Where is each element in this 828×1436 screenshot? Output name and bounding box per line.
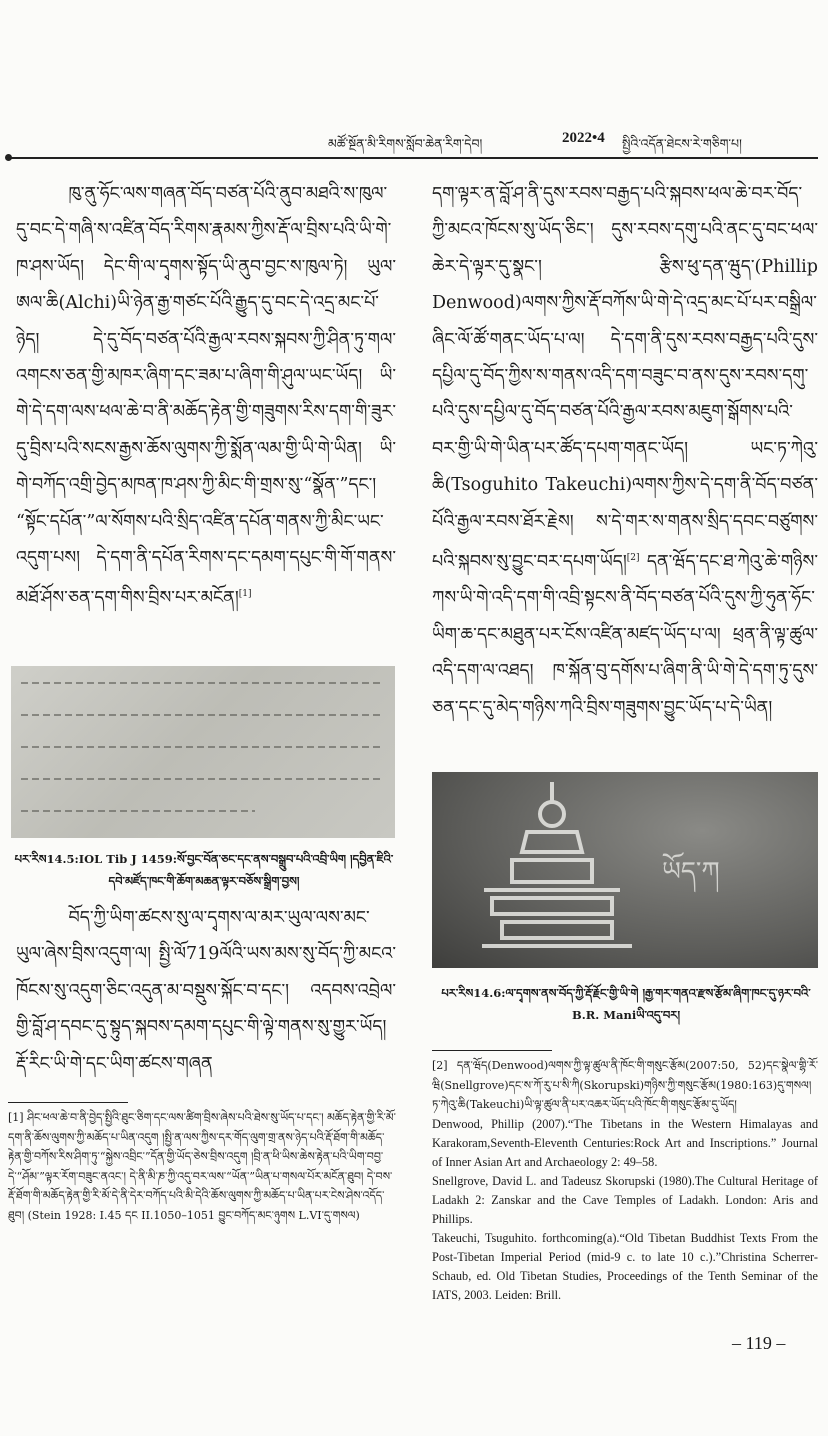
right-paragraph-1-cont: དན་ཝོད་དང་ཐ་ཀེའུ་ཆེ་གཉིས་ཀས་ཡི་གེ་འདི་དག་གི་འབྲི་སྟངས་ནི་བོད་བཙན་པོའི་དུས་ཀྱི་ཧུན་ཧོང་ཡིག་ཆ་དང་མཐུན་པར་ངོས་འཛིན་མཛད་ཡོད་པ་ལ། ཕྲན་ནི་ལྟ་ཚུལ་འདི་དག་ལ་འཐད། ཁ་སྐོན་བུ་དགོས་པ་ཞིག་ནི་ཡི་གེ་དེ་དག་ཏུ་དུས་ཅན་དང་དུ་མེད་གཉིས་ཀའི་བྲིས་གཟུགས་བྱུང་ཡོད་པ་དེ་ཡིན། [432,551,818,718]
figure-14-5-caption: པར་རིས14.5:IOL Tib J 1459:སོ་བྱང་བོན་ཅང་དང་ནས་བསྒྲུབ་པའི་འབྲི་ཡིག །དབྱིན་ཇིའི་དབེ་མཛོད་ཁང་གི་ཆོག་མཆན་ལྟར་བཅོས་སྒྲིག་བྱས། [14,852,394,888]
footnote-2 [432,1056,818,1305]
article-title: སྤྱིའི་འདོན་ཐེངས་རེ་གཅིག་པ། [622,136,742,151]
footnote-ref-1[interactable]: [1] [238,589,252,600]
left-paragraph-2: བོད་ཀྱི་ཡིག་ཚངས་སུ་ལ་དྭགས་ལ་མར་ཡུལ་ལས་མང་ཡུལ་ཞེས་བྲིས་འདུག་ལ། སྤྱི་ལོ719ལོའི་ཡས་མས་སུ་བོད་ཀྱི་མངའ་ཁོངས་སུ་འདུག་ཅིང་འདུན་མ་བསྡུས་སྐོང་བ་དང་། འདབས་འབྲེལ་གྱི་བློ་ཤ་དབང་དུ་སྟུད་སྐབས་དམག་དཔུང་གི་ལྟེ་གནས་སུ་གྱུར་ཡོད། རྡོ་རིང་ཡི་གེ་དང་ཡིག་ཚངས་གཞན [16,908,396,1074]
manuscript-line [21,714,383,716]
manuscript-figure [11,666,395,838]
right-paragraph-1: དག་ལྟར་ན་བློ་ཤ་ནི་དུས་རབས་བརྒྱད་པའི་སྐབས་ཕལ་ཆེ་བར་བོད་ཀྱི་མངའ་ཁོངས་སུ་ཡོད་ཅིང་། དུས་རབས་དགུ་པའི་ནང་དུ་བང་ཕལ་ཆེར་དེ་ལྟར་དུ་སྣང་། རྩིས་ཕུ་དན་ཝུད་(Phillip Denwood)ལགས་ཀྱིས་རྡོ་བཀོས་ཡི་གེ་དེ་འདྲ་མང་པོ་པར་བསྒྲིལ་ཞིང་ལོ་ཚོ་གནང་ཡོད་པ་ལ། དེ་དག་ནི་དུས་རབས་བརྒྱད་པའི་དུས་དཔྱིལ་དུ་བོད་ཀྱིས་ས་གནས་འདི་དག་བཟུང་བ་ནས་དུས་རབས་དགུ་པའི་དུས་དཔྱིལ་དུ་བོད་བཙན་པོའི་རྒྱལ་རབས་མཇུག་སྒོགས་པའི་བར་གྱི་ཡི་གེ་ཡིན་པར་ཚོད་དཔག་གནང་ཡོད། ཡང་ཏ་ཀེའུ་ཆི(Tsoguhito Takeuchi)ལགས་ཀྱིས་དེ་དག་ནི་བོད་བཙན་པོའི་རྒྱལ་རབས་ཐོར་རྗེས། ས་དེ་གར་ས་གནས་སྲིད་དབང་བཙུགས་པའི་སྐབས་སུ་བྱུང་བར་དཔག་ཡོད། [432,184,818,572]
footnote-1: [1] ཤིང་ཕལ་ཆེ་བ་ནི་བྱེད་སྤྱིའི་ཐུང་ཅིག་དང་ལས་ཚིག་བྲིས་ཞེས་པའི་ཐེས་སུ་ཡོད་པ་དང་། མཆོད་རྟེན་གྱི་རི་མོ་དག་ནི་ཆོས་ལུགས་ཀྱི་མཆོད་པ་ཡིན་འདུག །སྤྱི་ན་ལས་ཀྱིས་དར་གོད་ལུག་གྲ་ནས་ཉེད་པའི་རྡོ་ཐོག་གི་མཆོད་རྟེན་གྱི་བཀོས་རིས་ཤིག་ཏུ་“སྐྱེས་འབྲིང་”དོན་གྱི་ཡོད་ཅེས་བྲིས་འདུག །བྲི་ན་ཕི་ཡིས་ཆེས་རྟེན་པའི་ཡིག་བབྱ་དེ་“ཤོམ་”ལྟར་རོག་བཟུང་ནའང་། དེ་ནི་མི་ཎ་ཀྱི་འདུ་བར་ལས་“ཡོན་”ཡིན་པ་གསལ་པོར་མངོན་ཐུབ། དེ་བས་རྡོ་ཐོག་གི་མཆོད་རྟེན་གྱི་རི་མོ་དེ་ནི་དེར་བཀོད་པའི་མི་དེའི་ཆོས་ལུགས་ཀྱི་མཆོད་པ་ཡིན་པར་ངེས་ཤེས་འདོད་ཐུབ། (Stein 1928: I.45 དང II.1050–1051 བྱུང་བཀོད་མང་ཉུགས L.VI་དུ་གསལ) [8,1111,396,1222]
manuscript-line [21,810,255,812]
footnote-ref-2[interactable]: [2] [626,553,640,564]
left-paragraph-1: ཁུ་ནུ་ཧོང་ལས་གཞན་བོད་བཙན་པོའི་ནུབ་མཐའི་ས་ཁུལ་དུ་བང་དེ་གཞི་ས་འཛིན་བོད་རིགས་རྣམས་ཀྱིས་རྡོ་ལ་བྲིས་པའི་ཡི་གེ་ཁ་ཤས་ཡོད། དེང་གི་ལ་དྭགས་སྟོད་ཡི་ནུབ་བྱང་ས་ཁུལ་ཏེ། ཡུལ་ཨལ་ཆི(Alchi)ཡི་ཉེན་རྒྱ་གཙང་པོའི་རྒྱུད་དུ་བང་དེ་འདྲ་མང་པོ་ཉེད། དེ་དུ་བོད་བཙན་པོའི་རྒྱལ་རབས་སྐབས་ཀྱི་ཤིན་ཏུ་གལ་འགངས་ཅན་གྱི་མཁར་ཞིག་དང་ཟམ་པ་ཞིག་གི་ཤུལ་ཡང་ཡོད། ཡི་གེ་དེ་དག་ལས་ཕལ་ཆེ་བ་ནི་མཆོད་རྟེན་གྱི་གཟུགས་རིས་དག་གི་ཟུར་དུ་བྲིས་པའི་སངས་རྒྱས་ཆོས་ལུགས་ཀྱི་སྨོན་ལམ་གྱི་ཡི་གེ་ཡིན། ཡི་གེ་བཀོད་འགྲི་བྱེད་མཁན་ཁ་ཤས་ཀྱི་མིང་གི་གྲས་སུ་“སྣོན་”དང་། “སྟོང་དཔོན་”ལ་སོགས་པའི་སྲིད་འཛིན་དཔོན་གནས་ཀྱི་མིང་ཡང་འདུག་པས། དེ་དག་ནི་དཔོན་རིགས་དང་དམག་དཔུང་གི་གོ་གནས་མཐོ་ཤོས་ཅན་དག་གིས་བྲིས་པར་མངོན། [16,184,397,609]
left-column-body [16,176,396,617]
manuscript-line [21,778,383,780]
figure-14-6-caption: པར་རིས14.6:ལ་དྭགས་ནས་བོད་ཀྱི་རྡོ་རྗོང་གྱི་ཡི་གེ །རྒྱ་གར་གནའ་རྫས་རྩོམ་ཞིག་ཁང་དུ་ཉར་བའི་B.R. Maniཡི་འདུ་བར། [441,986,811,1022]
stupa-carving-drawing [432,772,818,968]
reference-takeuchi: Takeuchi, Tsuguhito. forthcoming(a).“Old Tibetan Buddhist Texts From the Post-Tibetan Imperial Period (mid-9 c. to late 10 c.).”Christina Scherrer-Schaub, ed. Old Tibetan Studies, Proceedings of the Tenth Seminar of the IATS, 2003. Leiden: Brill. [432,1230,818,1302]
manuscript-line [21,746,383,748]
rock-carving-figure [432,772,818,968]
footnote-rule-left [8,1102,128,1103]
footnote-rule-right [432,1050,552,1051]
footnote-2-label: [2] [432,1059,448,1072]
right-column-body [432,176,818,726]
page-number: – 119 – [732,1333,786,1353]
footnote-2-tibetan: དན་ཝོད(Denwood)ལགས་ཀྱི་ལྟ་ཚུལ་ནི་ཁོང་གི་གསུང་རྩོམ(2007:50, 52)དང་སྣེལ་གྷི་རོ་ཝི(Snellgrove)དང་ས་ཀོ་རུ་པ་སི་ཀི(Skorupski)གཉིས་ཀྱི་གསུང་རྩོམ(1980:163)དུ་གསལ། ཏ་ཀེའུ་ཆི(Takeuchi)ཡི་ལྟ་ཚུལ་ནི་པར་འཆར་ཡོད་པའི་ཁོང་གི་གསུང་རྩོམ་དུ་ཡོད། [432,1059,819,1111]
carving-inscription: ཡོད་ཀ [662,857,720,887]
running-header [0,128,828,158]
reference-denwood: Denwood, Phillip (2007).“The Tibetans in the Western Himalayas and Karakoram,Seventh-Eleventh Centuries:Rock Art and Inscriptions.” Journal of Inner Asian Art and Archaeology 2: 49–58. [432,1116,818,1169]
issue-number: 2022•4 [562,130,605,146]
journal-title: མཚོ་སྔོན་མི་རིགས་སློབ་ཆེན་རིག་དེབ། [328,136,483,151]
manuscript-line [21,682,383,684]
reference-snellgrove: Snellgrove, David L. and Tadeusz Skorupski (1980).The Cultural Heritage of Ladakh 2: Zanskar and the Cave Temples of Ladakh. London: Aris and Phillips. [432,1173,818,1226]
header-rule-dot [5,154,12,161]
header-rule [8,157,818,159]
left-column-body-2 [16,900,396,1082]
